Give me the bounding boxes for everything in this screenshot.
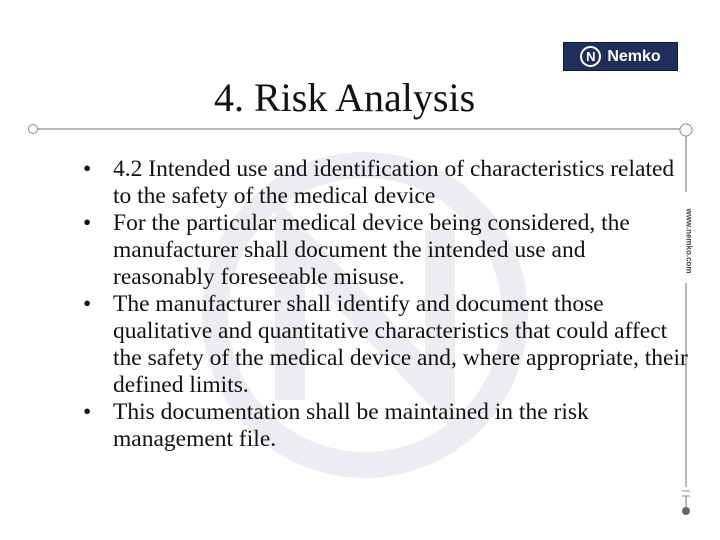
bullet-item <box>80 210 690 291</box>
bullet-text: 4.2 Intended use and identification of characteristics related to the safety of the medical device <box>113 156 675 209</box>
bullet-icon: • <box>83 210 92 236</box>
bullet-text: The manufacturer shall identify and document those qualitative and quantitative characteristics that could affect the safety of the medical device and, where appropriate, their defined limits. <box>113 291 688 398</box>
nemko-logo <box>563 42 678 71</box>
bullet-text: For the particular medical device being considered, the manufacturer shall document the intended use and reasonably foreseeable misuse. <box>113 210 630 290</box>
bullet-item <box>80 156 690 210</box>
bullet-item <box>80 399 690 453</box>
bullet-item <box>80 291 690 399</box>
slide-title: 4. Risk Analysis <box>214 75 476 120</box>
bullet-text: This documentation shall be maintained in the risk management file. <box>113 399 589 452</box>
nemko-n-icon: N <box>580 46 601 67</box>
bullet-icon: • <box>83 156 92 182</box>
website-url: www.nemko.com <box>684 208 694 274</box>
bullet-list <box>80 156 690 453</box>
bullet-icon: • <box>83 291 92 317</box>
logo-text: Nemko <box>607 47 661 65</box>
bullet-icon: • <box>83 399 92 425</box>
